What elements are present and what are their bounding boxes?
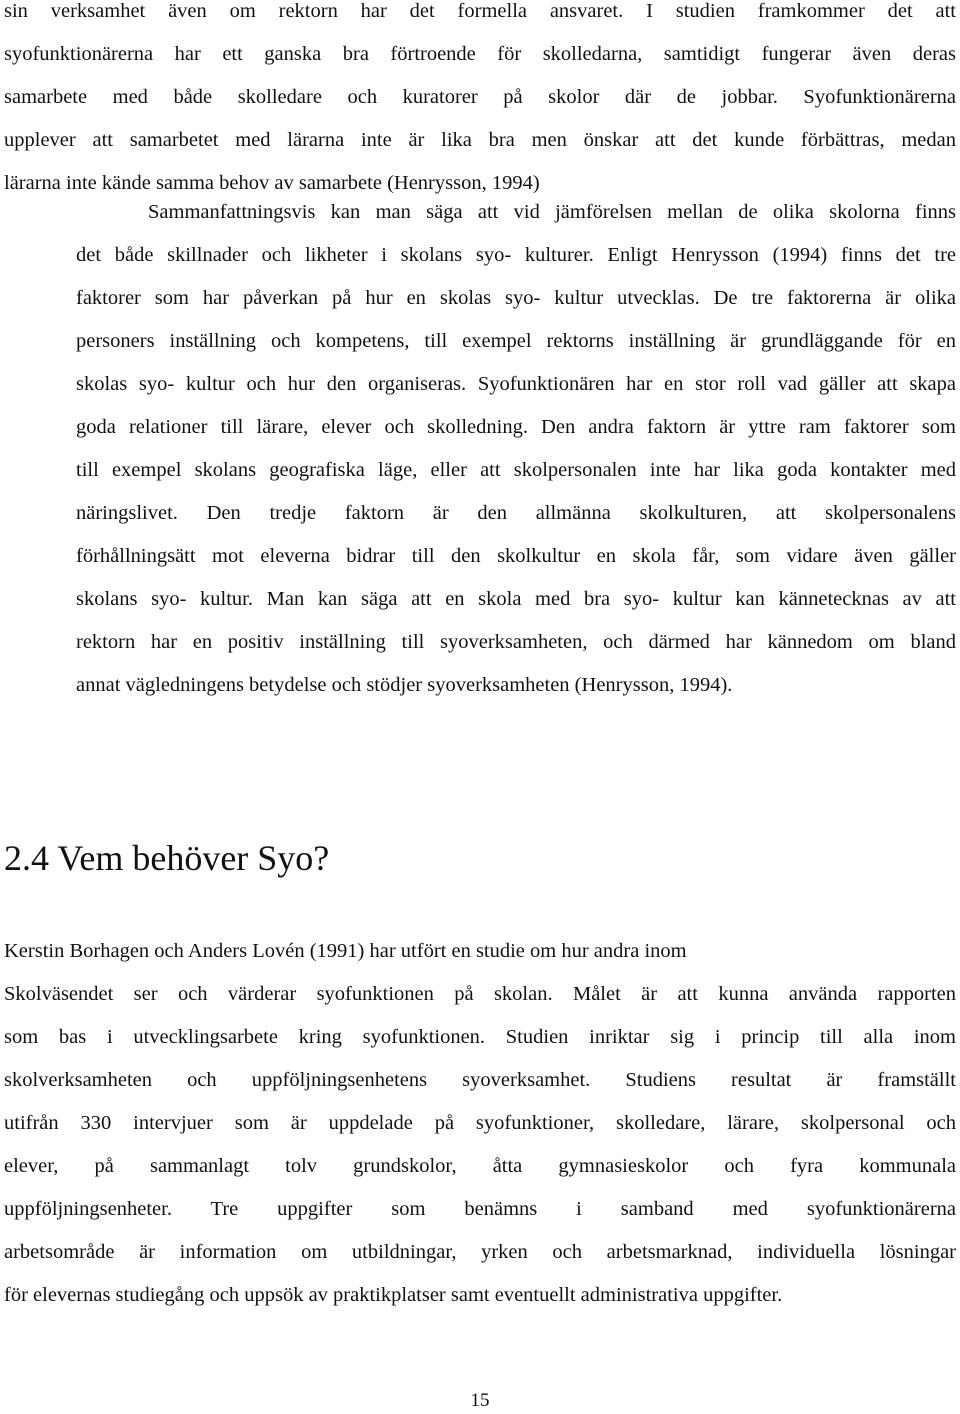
- text-line: uppföljningsenheter. Tre uppgifter som benämns i samband med syofunktionärerna: [4, 1198, 956, 1220]
- text-line: goda relationer till lärare, elever och skolledning. Den andra faktorn är yttre ram faktorer som: [76, 416, 956, 438]
- text-line: sin verksamhet även om rektorn har det formella ansvaret. I studien framkommer det att: [4, 0, 956, 22]
- paragraph-summary: [4, 191, 956, 707]
- text-line: samarbete med både skolledare och kuratorer på skolor där de jobbar. Syofunktionärerna: [4, 86, 956, 108]
- text-line: rektorn har en positiv inställning till syoverksamheten, och därmed har kännedom om bland: [76, 631, 956, 653]
- text-line: näringslivet. Den tredje faktorn är den allmänna skolkulturen, att skolpersonalens: [76, 502, 956, 524]
- text-line: personers inställning och kompetens, till exempel rektorns inställning är grundläggande för en: [76, 330, 956, 352]
- text-line: skolverksamheten och uppföljningsenhetens syoverksamhet. Studiens resultat är framställt: [4, 1069, 956, 1091]
- text-line: lärarna inte kände samma behov av samarbete (Henrysson, 1994): [4, 172, 540, 194]
- section-heading: 2.4 Vem behöver Syo?: [4, 838, 330, 878]
- text-line: förhållningsätt mot eleverna bidrar till den skolkultur en skola får, som vidare även gäller: [76, 545, 956, 567]
- text-line: Sammanfattningsvis kan man säga att vid jämförelsen mellan de olika skolorna finns: [148, 201, 956, 223]
- text-line: elever, på sammanlagt tolv grundskolor, åtta gymnasieskolor och fyra kommunala: [4, 1155, 956, 1177]
- text-line: till exempel skolans geografiska läge, eller att skolpersonalen inte har lika goda kontakter med: [76, 459, 956, 481]
- text-line: för elevernas studiegång och uppsök av praktikplatser samt eventuellt administrativa uppgifter.: [4, 1284, 783, 1306]
- text-line: Kerstin Borhagen och Anders Lovén (1991) har utfört en studie om hur andra inom: [4, 940, 687, 962]
- text-line: arbetsområde är information om utbildningar, yrken och arbetsmarknad, individuella lösningar: [4, 1241, 956, 1263]
- text-line: faktorer som har påverkan på hur en skolas syo- kultur utvecklas. De tre faktorerna är olika: [76, 287, 956, 309]
- page-number: 15: [470, 1390, 490, 1411]
- paragraph-counselor-cooperation: [4, 0, 956, 205]
- text-line: det både skillnader och likheter i skolans syo- kulturer. Enligt Henrysson (1994) finns det tre: [76, 244, 956, 266]
- text-line: syofunktionärerna har ett ganska bra förtroende för skolledarna, samtidigt fungerar även deras: [4, 43, 956, 65]
- text-line: skolans syo- kultur. Man kan säga att en skola med bra syo- kultur kan kännetecknas av att: [76, 588, 956, 610]
- text-line: skolas syo- kultur och hur den organiseras. Syofunktionären har en stor roll vad gäller att skapa: [76, 373, 956, 395]
- text-line: utifrån 330 intervjuer som är uppdelade på syofunktioner, skolledare, lärare, skolpersonal och: [4, 1112, 956, 1134]
- document-page: [4, 0, 956, 1414]
- text-line: upplever att samarbetet med lärarna inte är lika bra men önskar att det kunde förbättras, medan: [4, 129, 956, 151]
- paragraph-borhagen-loven-study: [4, 930, 956, 1317]
- text-line: annat vägledningens betydelse och stödjer syoverksamheten (Henrysson, 1994).: [76, 674, 733, 696]
- text-line: Skolväsendet ser och värderar syofunktionen på skolan. Målet är att kunna använda rapporten: [4, 983, 956, 1005]
- text-line: som bas i utvecklingsarbete kring syofunktionen. Studien inriktar sig i princip till alla inom: [4, 1026, 956, 1048]
